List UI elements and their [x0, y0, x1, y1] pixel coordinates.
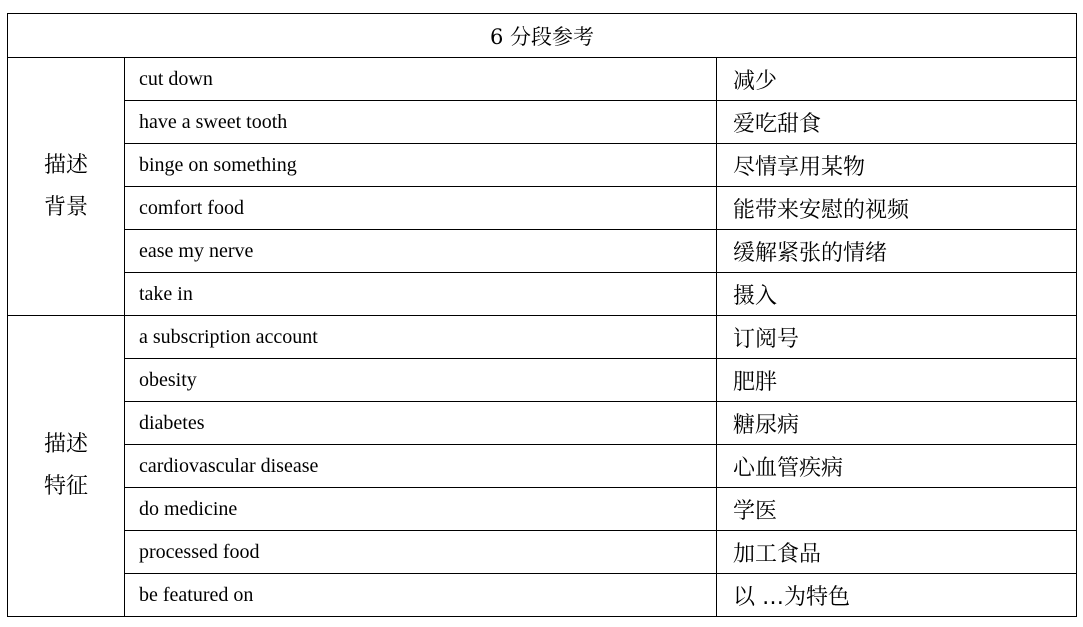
- chinese-meaning: 糖尿病: [717, 402, 1077, 445]
- group-label-line: 背景: [43, 194, 88, 220]
- chinese-meaning: 加工食品: [717, 531, 1077, 574]
- chinese-meaning: 摄入: [717, 273, 1077, 316]
- table-row: [8, 531, 1077, 574]
- chinese-meaning: 以 …为特色: [717, 574, 1077, 617]
- english-phrase: binge on something: [125, 144, 717, 187]
- chinese-meaning: 缓解紧张的情绪: [717, 230, 1077, 273]
- english-phrase: do medicine: [125, 488, 717, 531]
- table-row: [8, 101, 1077, 144]
- table-row: [8, 230, 1077, 273]
- english-phrase: cut down: [125, 58, 717, 101]
- vocabulary-table: [7, 13, 1077, 617]
- group-label-line: 特征: [43, 474, 88, 499]
- english-phrase: diabetes: [125, 402, 717, 445]
- english-phrase: take in: [125, 273, 717, 316]
- group-label-background: [8, 58, 125, 316]
- table-row: [8, 574, 1077, 617]
- english-phrase: comfort food: [125, 187, 717, 230]
- english-phrase: have a sweet tooth: [125, 101, 717, 144]
- english-phrase: cardiovascular disease: [125, 445, 717, 488]
- chinese-meaning: 能带来安慰的视频: [717, 187, 1077, 230]
- table-row: [8, 58, 1077, 101]
- chinese-meaning: 尽情享用某物: [717, 144, 1077, 187]
- table-row: [8, 144, 1077, 187]
- table-row: [8, 359, 1077, 402]
- title-row: [8, 14, 1077, 58]
- group-label-line: 描述: [43, 432, 88, 457]
- english-phrase: obesity: [125, 359, 717, 402]
- chinese-meaning: 心血管疾病: [717, 445, 1077, 488]
- chinese-meaning: 学医: [717, 488, 1077, 531]
- english-phrase: ease my nerve: [125, 230, 717, 273]
- table-row: [8, 488, 1077, 531]
- chinese-meaning: 减少: [717, 58, 1077, 101]
- table-row: [8, 402, 1077, 445]
- table-title: 6 分段参考: [8, 14, 1077, 58]
- table-row: [8, 316, 1077, 359]
- group-label-line: 描述: [43, 152, 88, 178]
- table-row: [8, 273, 1077, 316]
- group-label-features: [8, 316, 125, 617]
- english-phrase: a subscription account: [125, 316, 717, 359]
- english-phrase: processed food: [125, 531, 717, 574]
- english-phrase: be featured on: [125, 574, 717, 617]
- chinese-meaning: 肥胖: [717, 359, 1077, 402]
- chinese-meaning: 爱吃甜食: [717, 101, 1077, 144]
- chinese-meaning: 订阅号: [717, 316, 1077, 359]
- table-row: [8, 445, 1077, 488]
- table-row: [8, 187, 1077, 230]
